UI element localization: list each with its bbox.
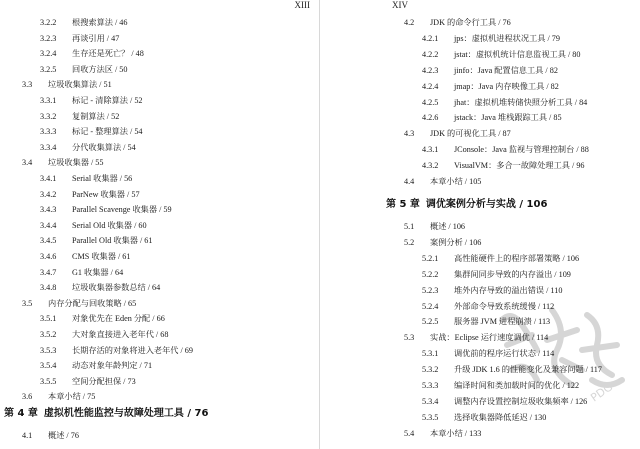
toc-entry-title: 垃圾收集器 / 55: [48, 158, 104, 168]
toc-entry[interactable]: [422, 98, 587, 108]
toc-entry-number: 3.2.5: [40, 64, 57, 74]
toc-entry[interactable]: [40, 18, 128, 28]
toc-entry[interactable]: [40, 143, 136, 153]
toc-entry-title: 编译时间和类加载时间的优化 / 122: [454, 381, 580, 390]
chapter-number: 第 5 章: [386, 199, 420, 210]
toc-entry[interactable]: [40, 127, 143, 137]
toc-entry[interactable]: [404, 18, 511, 28]
toc-entry-number: 3.4.6: [40, 252, 57, 261]
chapter-4-heading[interactable]: [4, 408, 208, 420]
toc-entry-number: 5.4: [404, 428, 415, 438]
toc-entry-number: 5.2.1: [422, 253, 439, 263]
toc-entry-title: 生存还是死亡？ / 48: [72, 49, 144, 59]
toc-entry[interactable]: [40, 221, 147, 231]
toc-entry-number: 3.3.2: [40, 111, 57, 121]
toc-entry-number: 3.3: [22, 80, 33, 90]
toc-entry[interactable]: [422, 254, 579, 264]
toc-entry-number: 4.2.4: [422, 81, 439, 91]
toc-entry-title: Parallel Scavenge 收集器 / 59: [72, 205, 172, 215]
toc-entry[interactable]: [22, 431, 79, 441]
toc-entry-number: 4.4: [404, 177, 415, 186]
chapter-title: 虚拟机性能监控与故障处理工具 / 76: [43, 408, 209, 419]
toc-entry[interactable]: [40, 34, 119, 44]
toc-entry[interactable]: [422, 413, 546, 423]
seal-watermark: [482, 290, 632, 410]
toc-entry-number: 3.4: [22, 158, 33, 168]
chapter-5-heading[interactable]: [386, 199, 547, 211]
toc-entry[interactable]: [40, 377, 136, 387]
toc-entry[interactable]: [404, 222, 465, 232]
toc-entry-number: 5.2.2: [422, 269, 439, 279]
toc-entry-title: 调优前的程序运行状态 / 114: [454, 349, 555, 359]
toc-entry[interactable]: [40, 174, 132, 184]
left-page-number: XIII: [294, 0, 310, 10]
toc-entry-title: 外部命令导致系统缓慢 / 112: [454, 301, 555, 311]
toc-entry-title: 本章小结 / 133: [430, 428, 482, 438]
toc-entry[interactable]: [40, 346, 193, 356]
toc-entry-number: 3.5.1: [40, 314, 57, 324]
toc-entry-number: 3.6: [22, 392, 33, 402]
toc-entry[interactable]: [22, 299, 136, 309]
toc-entry-title: jinfo：Java 配置信息工具 / 82: [454, 65, 558, 75]
chapter-number: 第 4 章: [4, 408, 38, 419]
right-page: [320, 0, 640, 449]
toc-entry-title: 分代收集算法 / 54: [72, 142, 136, 152]
toc-entry-title: 垃圾收集器参数总结 / 64: [72, 283, 161, 293]
toc-entry[interactable]: [40, 236, 153, 246]
toc-entry-number: 3.2.2: [40, 18, 57, 27]
toc-entry-number: 3.3.1: [40, 96, 57, 105]
toc-entry-title: 概述 / 106: [430, 222, 466, 231]
toc-entry-title: 本章小结 / 105: [430, 177, 482, 186]
toc-entry[interactable]: [22, 80, 112, 90]
toc-entry[interactable]: [40, 252, 130, 262]
toc-entry[interactable]: [40, 361, 152, 371]
toc-entry-number: 5.1: [404, 222, 415, 231]
toc-entry-number: 3.3.4: [40, 142, 57, 152]
toc-entry-title: 选择收集器降低延迟 / 130: [454, 412, 547, 422]
toc-entry-number: 5.2: [404, 237, 415, 247]
toc-entry-number: 4.2.5: [422, 97, 439, 107]
toc-entry[interactable]: [40, 96, 143, 106]
toc-entry-title: 实战：Eclipse 运行速度调优 / 114: [430, 333, 549, 343]
toc-entry-title: 升级 JDK 1.6 的性能变化及兼容问题 / 117: [454, 365, 602, 375]
toc-entry-title: jhat：虚拟机堆转储快照分析工具 / 84: [454, 97, 588, 107]
toc-entry[interactable]: [404, 129, 511, 139]
toc-entry[interactable]: [422, 82, 559, 92]
toc-entry-title: 案例分析 / 106: [430, 237, 482, 247]
toc-entry-number: 3.3.3: [40, 127, 57, 137]
toc-entry-title: VisualVM：多合一故障处理工具 / 96: [454, 161, 585, 171]
toc-entry-title: CMS 收集器 / 61: [72, 252, 131, 261]
toc-entry-number: 5.3.1: [422, 349, 439, 359]
toc-entry-number: 4.2.6: [422, 113, 439, 123]
toc-entry-title: ParNew 收集器 / 57: [72, 189, 140, 199]
toc-entry-number: 4.3: [404, 129, 415, 139]
toc-entry-title: JDK 的可视化工具 / 87: [430, 129, 511, 139]
toc-entry[interactable]: [422, 66, 558, 76]
toc-entry-number: 5.3.2: [422, 365, 439, 375]
toc-entry-title: 集群间同步导致的内存溢出 / 109: [454, 269, 571, 279]
toc-entry[interactable]: [404, 238, 481, 248]
toc-entry-number: 4.2: [404, 18, 415, 27]
toc-entry[interactable]: [22, 392, 95, 402]
toc-entry-title: 调整内存设置控制垃圾收集频率 / 126: [454, 396, 588, 406]
toc-entry-title: 堆外内存导致的溢出错误 / 110: [454, 285, 563, 295]
toc-entry-title: JDK 的命令行工具 / 76: [430, 18, 511, 27]
toc-entry-title: Serial Old 收集器 / 60: [72, 220, 147, 230]
toc-entry-title: G1 收集器 / 64: [72, 267, 124, 277]
toc-entry-number: 5.3.5: [422, 412, 439, 422]
toc-entry-number: 5.3: [404, 333, 415, 343]
right-page-number: XIV: [392, 0, 408, 10]
chapter-title: 调优案例分析与实战 / 106: [425, 199, 548, 210]
toc-entry-title: JConsole：Java 监视与管理控制台 / 88: [454, 145, 589, 155]
toc-entry[interactable]: [422, 270, 571, 280]
toc-entry[interactable]: [422, 145, 589, 155]
toc-entry-number: 5.3.4: [422, 396, 439, 406]
toc-entry-number: 4.1: [22, 431, 33, 440]
toc-entry-number: 3.2.4: [40, 49, 57, 59]
toc-entry-title: 根搜索算法 / 46: [72, 18, 128, 27]
toc-entry-number: 3.4.2: [40, 189, 57, 199]
toc-entry[interactable]: [422, 113, 562, 123]
toc-entry[interactable]: [422, 50, 580, 60]
toc-entry[interactable]: [404, 429, 481, 439]
toc-entry-number: 3.4.1: [40, 174, 57, 183]
toc-entry[interactable]: [40, 205, 172, 215]
toc-entry-number: 3.4.5: [40, 236, 57, 246]
toc-entry-number: 3.4.3: [40, 205, 57, 215]
toc-entry-title: 服务器 JVM 进程崩溃 / 113: [454, 317, 551, 327]
toc-entry[interactable]: [40, 49, 144, 59]
toc-entry-number: 3.5.3: [40, 345, 57, 355]
toc-entry[interactable]: [404, 177, 481, 187]
toc-entry-number: 5.2.4: [422, 301, 439, 311]
toc-entry[interactable]: [40, 283, 160, 293]
toc-entry-title: jmap：Java 内存映像工具 / 82: [454, 81, 559, 91]
toc-entry[interactable]: [40, 314, 165, 324]
toc-entry-title: 标记 - 整理算法 / 54: [72, 127, 143, 137]
toc-entry[interactable]: [40, 65, 128, 75]
toc-entry-title: 复制算法 / 52: [72, 111, 120, 121]
toc-entry-title: 概述 / 76: [48, 431, 79, 440]
toc-entry[interactable]: [40, 330, 168, 340]
toc-entry-number: 4.2.1: [422, 33, 439, 43]
toc-entry[interactable]: [422, 34, 560, 44]
toc-entry-title: 大对象直接进入老年代 / 68: [72, 330, 169, 339]
toc-entry-title: 标记 - 清除算法 / 52: [72, 96, 143, 105]
toc-entry-number: 5.2.3: [422, 285, 439, 295]
toc-entry-title: 垃圾收集算法 / 51: [48, 80, 112, 90]
toc-entry-title: jstat：虚拟机统计信息监视工具 / 80: [454, 49, 581, 59]
toc-entry-number: 5.3.3: [422, 381, 439, 390]
toc-entry-number: 3.2.3: [40, 33, 57, 43]
toc-entry-title: 再谈引用 / 47: [72, 33, 120, 43]
toc-entry-title: 本章小结 / 75: [48, 392, 96, 402]
toc-entry-number: 4.2.2: [422, 49, 439, 59]
toc-entry-title: 长期存活的对象将进入老年代 / 69: [72, 345, 193, 355]
toc-entry-number: 3.5.4: [40, 361, 57, 371]
toc-entry[interactable]: [422, 161, 585, 171]
toc-entry[interactable]: [40, 268, 123, 278]
svg-text:PDG: PDG: [588, 380, 616, 405]
toc-entry[interactable]: [40, 190, 140, 200]
toc-entry[interactable]: [40, 112, 119, 122]
toc-entry-number: 4.2.3: [422, 65, 439, 75]
toc-entry-title: 动态对象年龄判定 / 71: [72, 361, 153, 371]
toc-entry-title: 回收方法区 / 50: [72, 64, 128, 74]
toc-entry-title: 内存分配与回收策略 / 65: [48, 298, 137, 308]
toc-entry-title: jstack：Java 堆栈跟踪工具 / 85: [454, 113, 562, 123]
toc-entry-number: 5.2.5: [422, 317, 439, 327]
toc-entry-number: 3.4.7: [40, 267, 57, 277]
toc-entry-title: jps：虚拟机进程状况工具 / 79: [454, 33, 560, 43]
toc-entry-number: 3.5.2: [40, 330, 57, 339]
toc-entry-number: 4.3.1: [422, 145, 439, 155]
toc-entry-title: 对象优先在 Eden 分配 / 66: [72, 314, 165, 324]
toc-entry-number: 3.5.5: [40, 376, 57, 386]
toc-entry-title: Serial 收集器 / 56: [72, 174, 133, 183]
toc-entry-title: 高性能硬件上的程序部署策略 / 106: [454, 253, 580, 263]
toc-entry-title: 空间分配担保 / 73: [72, 376, 136, 386]
toc-entry[interactable]: [22, 158, 104, 168]
toc-entry-number: 3.4.4: [40, 220, 57, 230]
toc-entry-title: Parallel Old 收集器 / 61: [72, 236, 153, 246]
toc-entry-number: 3.4.8: [40, 283, 57, 293]
toc-entry-number: 4.3.2: [422, 161, 439, 171]
toc-entry-number: 3.5: [22, 298, 33, 308]
